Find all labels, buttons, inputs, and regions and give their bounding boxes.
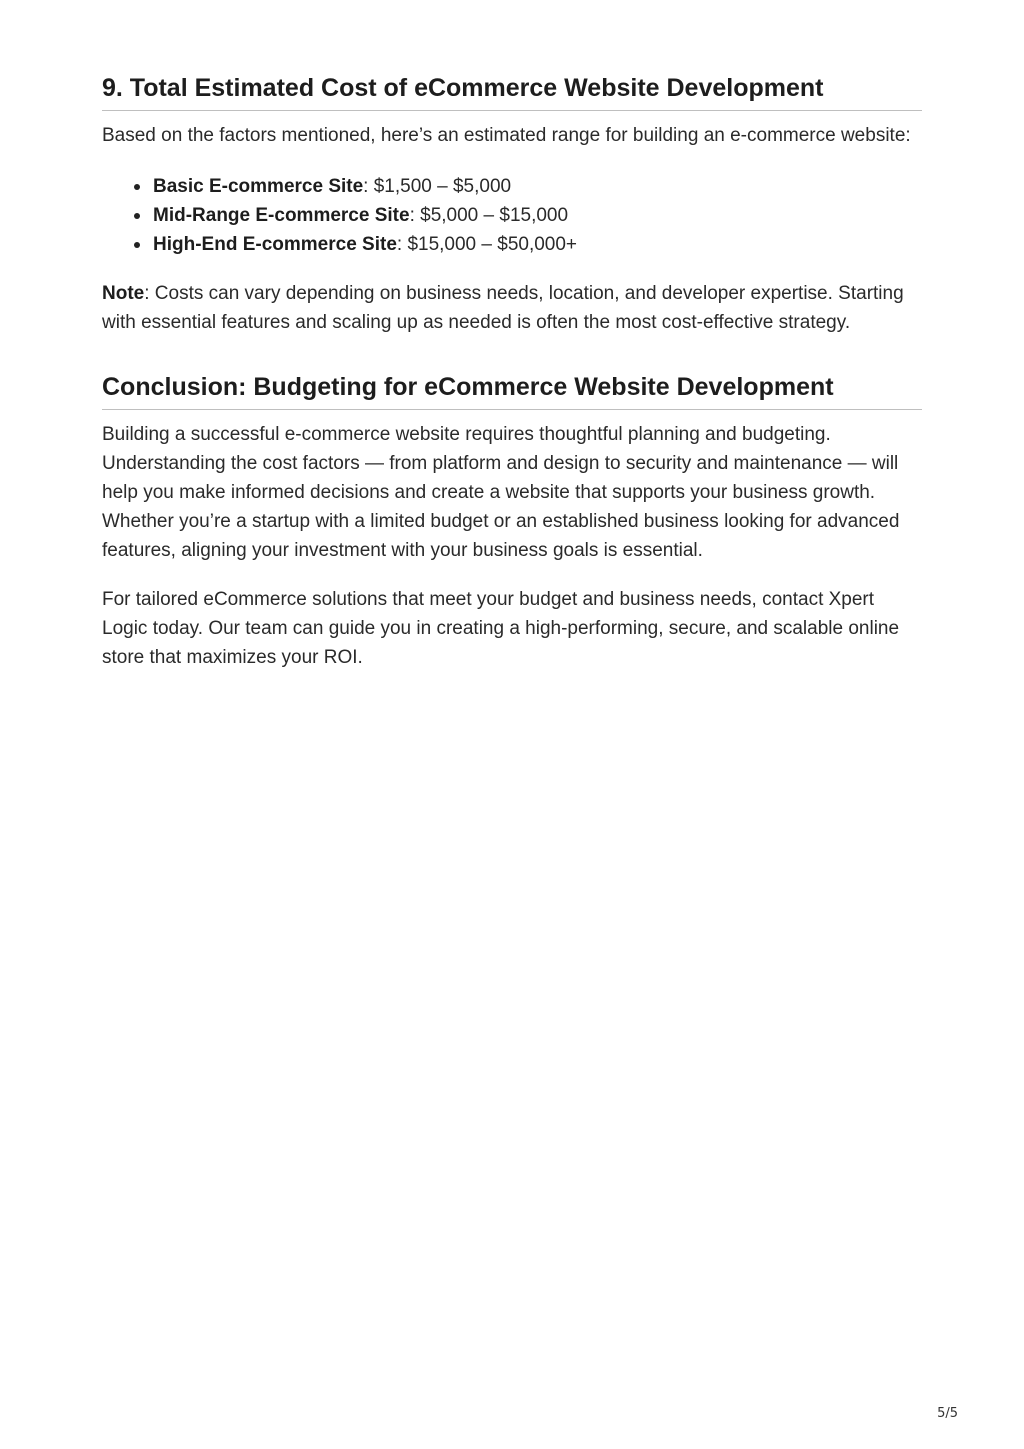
cost-range-list	[102, 172, 922, 259]
list-item-high-end	[153, 230, 922, 259]
list-item-mid-range	[153, 201, 922, 230]
page-number: 5/5	[937, 1406, 958, 1421]
list-item-value: : $5,000 – $15,000	[409, 205, 569, 226]
list-item-label: High-End E-commerce Site	[153, 234, 397, 255]
list-item-label: Basic E-commerce Site	[153, 176, 364, 197]
note-label: Note	[102, 283, 145, 304]
section-heading-conclusion: Conclusion: Budgeting for eCommerce Website Development	[102, 369, 922, 410]
list-item-label: Mid-Range E-commerce Site	[153, 205, 410, 226]
section-heading-total-cost: 9. Total Estimated Cost of eCommerce Website Development	[102, 70, 922, 111]
bullet-icon	[134, 184, 140, 190]
conclusion-paragraph-2: For tailored eCommerce solutions that meet your budget and business needs, contact Xpert Logic today. Our team can guide you in creating a high-performing, secure, and scalable online store that maximizes your ROI.	[102, 589, 900, 668]
list-item-basic	[153, 172, 922, 201]
conclusion-paragraph-1: Building a successful e-commerce website requires thoughtful planning and budgeting. Understanding the cost factors — from platform and design to security and maintenance — will help you make informed decisions and create a website that supports your business growth. Whether you’re a startup with a limited budget or an established business looking for advanced features, aligning your investment with your business goals is essential.	[102, 424, 900, 561]
document-page	[102, 70, 922, 672]
list-item-value: : $15,000 – $50,000+	[396, 234, 578, 255]
note-text: : Costs can vary depending on business needs, location, and developer expertise. Starting with essential features and scaling up as needed is often the most cost-effective strategy.	[102, 283, 904, 333]
section-intro-paragraph: Based on the factors mentioned, here’s an estimated range for building an e-commerce website:	[102, 125, 911, 146]
list-item-value: : $1,500 – $5,000	[363, 176, 512, 197]
bullet-icon	[134, 242, 140, 248]
bullet-icon	[134, 213, 140, 219]
note-paragraph	[102, 279, 922, 337]
